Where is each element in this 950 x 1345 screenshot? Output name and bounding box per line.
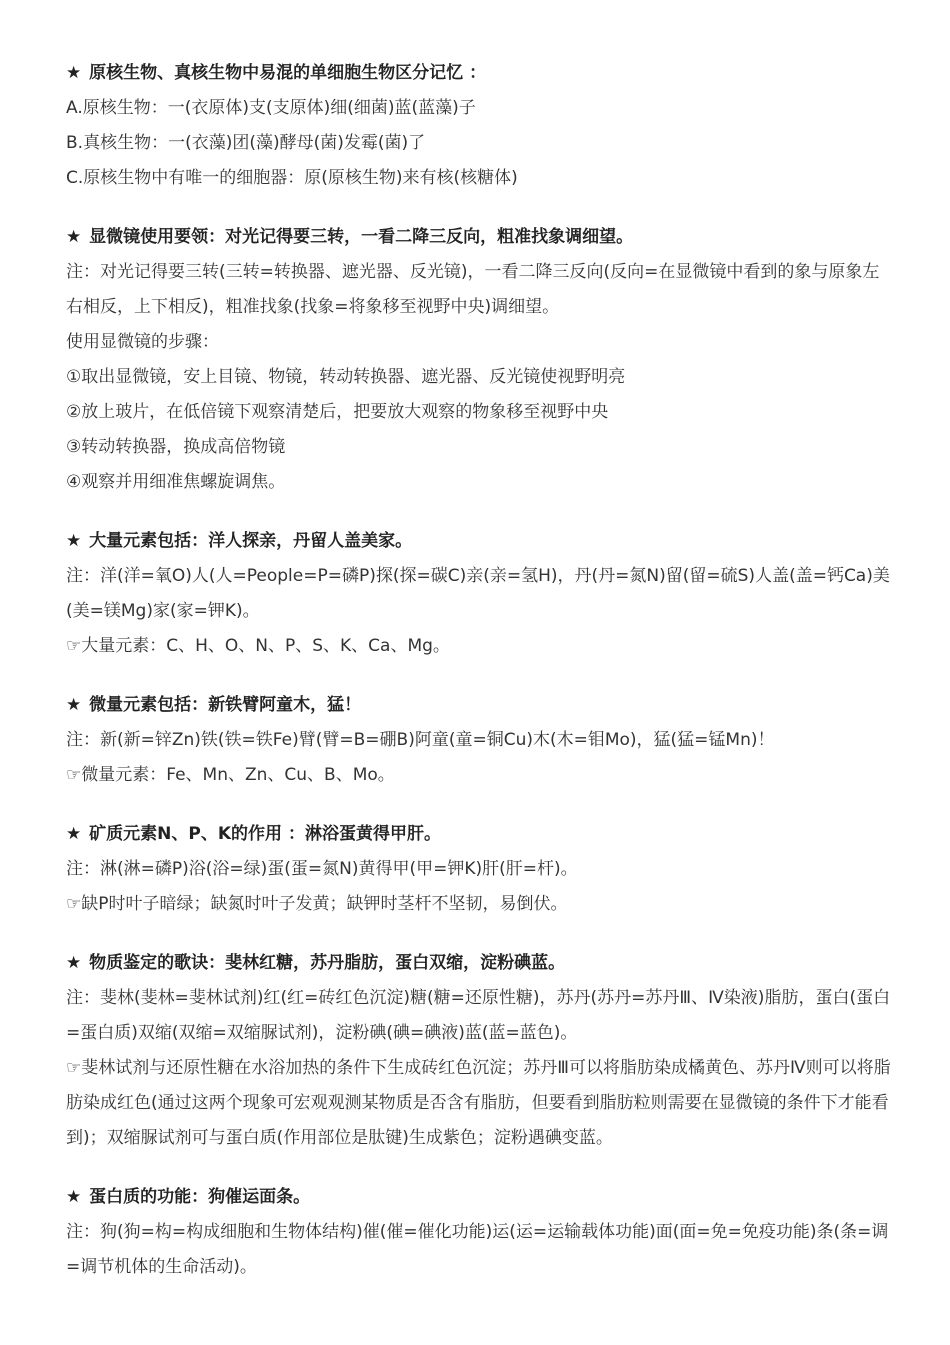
paragraph-line: 注：狗(狗=构=构成细胞和生物体结构)催(催=催化功能)运(运=运输载体功能)面(面=免=免疫功能)条(条=调=调节机体的生命活动)。 bbox=[66, 1222, 889, 1277]
heading-text: 原核生物、真核生物中易混的单细胞生物区分记忆 ： bbox=[89, 63, 487, 83]
section-heading bbox=[66, 817, 892, 852]
paragraph-line: ①取出显微镜，安上目镜、物镜，转动转换器、遮光器、反光镜使视野明亮 bbox=[66, 367, 626, 387]
section-protein-functions bbox=[66, 1180, 892, 1285]
paragraph-line: ☞缺P时叶子暗绿；缺氮时叶子发黄；缺钾时茎杆不坚韧，易倒伏。 bbox=[66, 894, 568, 914]
paragraph-line: 注：新(新=锌Zn)铁(铁=铁Fe)臂(臂=B=硼B)阿童(童=铜Cu)木(木=钼Mo)，猛(猛=锰Mn)！ bbox=[66, 730, 775, 750]
paragraph-line: 注：洋(洋=氧O)人(人=People=P=磷P)探(探=碳C)亲(亲=氢H)，丹(丹=氮N)留(留=硫S)人盖(盖=钙Ca)美(美=镁Mg)家(家=钾K)。 bbox=[66, 566, 890, 621]
heading-text: 大量元素包括：洋人探亲，丹留人盖美家。 bbox=[89, 531, 413, 551]
heading-text: 微量元素包括：新铁臂阿童木，猛！ bbox=[89, 695, 362, 715]
section-heading bbox=[66, 946, 892, 981]
heading-text: 蛋白质的功能：狗催运面条。 bbox=[89, 1187, 311, 1207]
section-heading bbox=[66, 220, 892, 255]
section-heading bbox=[66, 1180, 892, 1215]
paragraph-line: ☞大量元素：C、H、O、N、P、S、K、Ca、Mg。 bbox=[66, 636, 450, 656]
star-icon: ★ bbox=[66, 953, 82, 973]
section-trace-elements bbox=[66, 688, 892, 793]
paragraph-line: 注：斐林(斐林=斐林试剂)红(红=砖红色沉淀)糖(糖=还原性糖)，苏丹(苏丹=苏丹Ⅲ、Ⅳ染液)脂肪，蛋白(蛋白=蛋白质)双缩(双缩=双缩脲试剂)，淀粉碘(碘=碘液)蓝(蓝=蓝色)。 bbox=[66, 988, 891, 1043]
paragraph-line: 注：淋(淋=磷P)浴(浴=绿)蛋(蛋=氮N)黄得甲(甲=钾K)肝(肝=杆)。 bbox=[66, 859, 578, 879]
document-page bbox=[66, 56, 892, 1309]
section-mineral-elements bbox=[66, 817, 892, 922]
paragraph-line: 注：对光记得要三转(三转=转换器、遮光器、反光镜)，一看二降三反向(反向=在显微镜中看到的象与原象左右相反，上下相反)，粗准找象(找象=将象移至视野中央)调细望。 bbox=[66, 262, 880, 317]
paragraph-line: A.原核生物：一(衣原体)支(支原体)细(细菌)蓝(蓝藻)子 bbox=[66, 98, 476, 118]
star-icon: ★ bbox=[66, 63, 82, 83]
section-macro-elements bbox=[66, 524, 892, 664]
section-heading bbox=[66, 688, 892, 723]
paragraph-line: ③转动转换器，换成高倍物镜 bbox=[66, 437, 286, 457]
section-substance-identification bbox=[66, 946, 892, 1156]
star-icon: ★ bbox=[66, 824, 82, 844]
star-icon: ★ bbox=[66, 227, 82, 247]
section-heading bbox=[66, 56, 892, 91]
paragraph-line: C.原核生物中有唯一的细胞器：原(原核生物)来有核(核糖体) bbox=[66, 168, 518, 188]
section-heading bbox=[66, 524, 892, 559]
star-icon: ★ bbox=[66, 531, 82, 551]
paragraph-line: ☞斐林试剂与还原性糖在水浴加热的条件下生成砖红色沉淀；苏丹Ⅲ可以将脂肪染成橘黄色、苏丹Ⅳ则可以将脂肪染成红色(通过这两个现象可宏观观测某物质是否含有脂肪，但要看到脂肪粒则需要在显微镜的条件下才能看到)；双缩脲试剂可与蛋白质(作用部位是肽键)生成紫色；淀粉遇碘变蓝。 bbox=[66, 1058, 891, 1148]
heading-text: 显微镜使用要领：对光记得要三转，一看二降三反向，粗准找象调细望。 bbox=[89, 227, 634, 247]
paragraph-line: 使用显微镜的步骤： bbox=[66, 332, 219, 352]
heading-text: 物质鉴定的歌诀：斐林红糖，苏丹脂肪，蛋白双缩，淀粉碘蓝。 bbox=[89, 953, 566, 973]
paragraph-line: ②放上玻片，在低倍镜下观察清楚后，把要放大观察的物象移至视野中央 bbox=[66, 402, 609, 422]
star-icon: ★ bbox=[66, 1187, 82, 1207]
star-icon: ★ bbox=[66, 695, 82, 715]
section-prokaryote-eukaryote bbox=[66, 56, 892, 196]
heading-text: 矿质元素N、P、K的作用 ：淋浴蛋黄得甲肝。 bbox=[89, 824, 441, 844]
paragraph-line: B.真核生物：一(衣藻)团(藻)酵母(菌)发霉(菌)了 bbox=[66, 133, 426, 153]
paragraph-line: ④观察并用细准焦螺旋调焦。 bbox=[66, 472, 286, 492]
section-microscope bbox=[66, 220, 892, 500]
paragraph-line: ☞微量元素：Fe、Mn、Zn、Cu、B、Mo。 bbox=[66, 765, 395, 785]
